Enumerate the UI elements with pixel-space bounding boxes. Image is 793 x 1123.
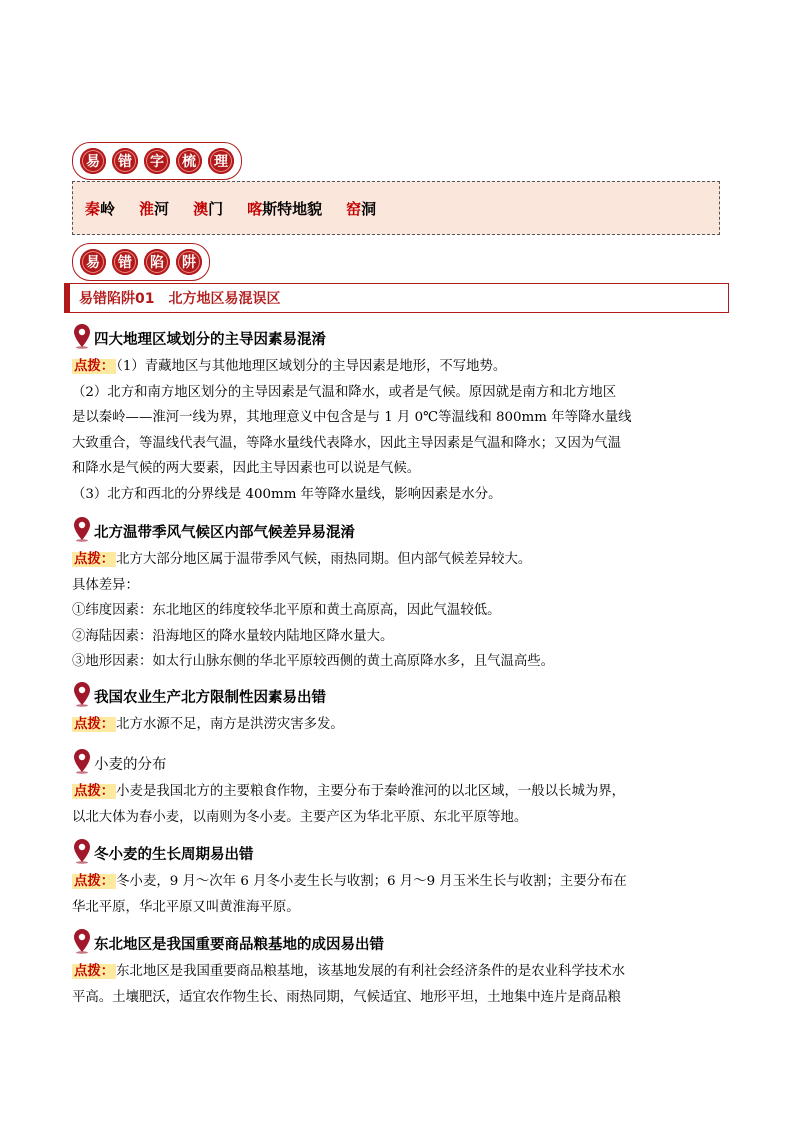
badge-char: 理 — [208, 148, 234, 174]
section-title: 四大地理区域划分的主导因素易混淆 — [94, 332, 326, 348]
badge-char: 错 — [112, 148, 138, 174]
section-agri-limits — [72, 681, 732, 738]
tip-label: 点拨： — [74, 964, 115, 979]
trap-heading: 易错陷阱01 北方地区易混误区 — [64, 283, 729, 313]
location-pin-icon — [72, 838, 92, 864]
text-line: （1）青藏地区与其他地理区域划分的主导因素是地形，不写地势。 — [116, 359, 507, 374]
error-words-box — [72, 181, 720, 235]
text-line: 小麦是我国北方的主要粮食作物，主要分布于秦岭淮河的以北区域，一般以长城为界， — [116, 784, 626, 799]
badge-char: 错 — [112, 249, 138, 275]
tip-label: 点拨： — [74, 552, 115, 567]
text-line: 北方水源不足，南方是洪涝灾害多发。 — [116, 717, 344, 732]
badge-char: 梳 — [176, 148, 202, 174]
section-title: 北方温带季风气候区内部气候差异易混淆 — [94, 525, 355, 541]
text-line: 北方大部分地区属于温带季风气候，雨热同期。但内部气候差异较大。 — [116, 552, 532, 567]
text-line: 具体差异： — [72, 577, 139, 593]
badge-char: 陷 — [144, 249, 170, 275]
word-item: 窑洞 — [346, 199, 377, 218]
word-item: 淮河 — [139, 199, 170, 218]
tip-label: 点拨： — [74, 784, 115, 799]
tip-label: 点拨： — [74, 717, 115, 732]
text-line: 东北地区是我国重要商品粮基地，该基地发展的有利社会经济条件的是农业科学技术水 — [116, 964, 626, 979]
traps-badge — [72, 243, 210, 281]
location-pin-icon — [72, 928, 92, 954]
text-line: 和降水是气候的两大要素，因此主导因素也可以说是气候。 — [72, 461, 421, 476]
text-line: ②海陆因素：沿海地区的降水量较内陆地区降水量大。 — [72, 628, 394, 644]
summary-badge — [72, 142, 242, 180]
tip-label: 点拨： — [74, 359, 115, 374]
word-item: 秦岭 — [85, 199, 116, 218]
badge-char: 阱 — [176, 249, 202, 275]
section-climate-difference — [72, 516, 732, 675]
location-pin-icon — [72, 681, 92, 707]
section-title: 冬小麦的生长周期易出错 — [94, 847, 254, 863]
text-line: 冬小麦，9 月～次年 6 月冬小麦生长与收割；6 月～9 月玉米生长与收割；主要分布在 — [116, 874, 627, 889]
location-pin-icon — [72, 748, 92, 774]
badge-char: 易 — [80, 249, 106, 275]
text-line: 是以秦岭——淮河一线为界，其地理意义中包含是与 1 月 0℃等温线和 800mm 年等降水量线 — [72, 410, 632, 425]
section-region-division — [72, 323, 732, 507]
section-wheat-distribution — [72, 748, 732, 830]
section-winter-wheat-cycle — [72, 838, 732, 920]
text-line: 华北平原，华北平原又叫黄淮海平原。 — [72, 899, 300, 915]
tip-label: 点拨： — [74, 874, 115, 889]
badge-char: 易 — [80, 148, 106, 174]
section-title: 小麦的分布 — [94, 757, 167, 773]
text-line: 大致重合，等温线代表气温，等降水量线代表降水，因此主导因素是气温和降水；又因为气温 — [72, 435, 622, 451]
word-item: 喀斯特地貌 — [247, 199, 323, 218]
word-item: 澳门 — [193, 199, 224, 218]
text-line: ①纬度因素：东北地区的纬度较华北平原和黄土高原高，因此气温较低。 — [72, 603, 501, 618]
text-line: （2）北方和南方地区划分的主导因素是气温和降水，或者是气候。原因就是南方和北方地区 — [72, 384, 617, 400]
location-pin-icon — [72, 323, 92, 349]
section-title: 我国农业生产北方限制性因素易出错 — [94, 690, 326, 706]
badge-char: 字 — [144, 148, 170, 174]
location-pin-icon — [72, 516, 92, 542]
text-line: ③地形因素：如太行山脉东侧的华北平原较西侧的黄土高原降水多，且气温高些。 — [72, 654, 555, 669]
text-line: 平高。土壤肥沃，适宜农作物生长、雨热同期，气候适宜、地形平坦，土地集中连片是商品粮 — [72, 989, 622, 1005]
section-northeast-grain-base — [72, 928, 732, 1010]
text-line: 以北大体为春小麦，以南则为冬小麦。主要产区为华北平原、东北平原等地。 — [72, 809, 528, 825]
section-title: 东北地区是我国重要商品粮基地的成因易出错 — [94, 937, 384, 953]
text-line: （3）北方和西北的分界线是 400mm 年等降水量线，影响因素是水分。 — [72, 486, 502, 502]
